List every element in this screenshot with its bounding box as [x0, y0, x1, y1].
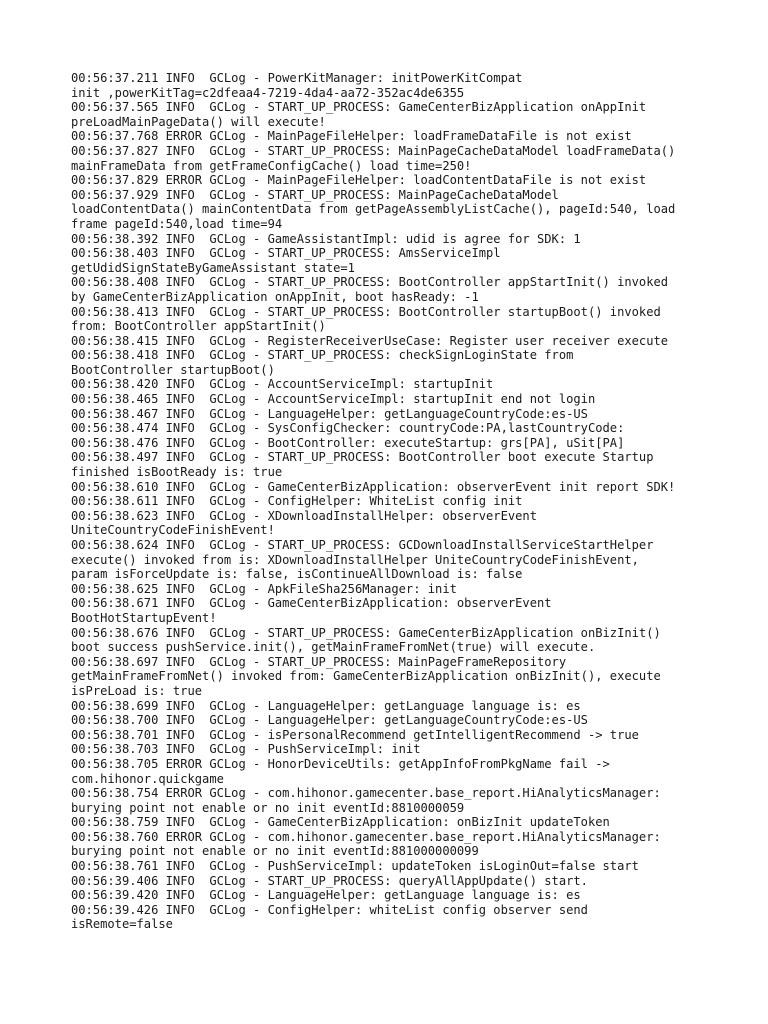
log-line: 00:56:38.467 INFO GCLog - LanguageHelper: getLanguageCountryCode:es-US	[71, 406, 588, 421]
log-line: 00:56:38.392 INFO GCLog - GameAssistantImpl: udid is agree for SDK: 1	[71, 231, 581, 246]
log-line: getUdidSignStateByGameAssistant state=1	[71, 260, 355, 275]
log-line: frame pageId:540,load time=94	[71, 216, 283, 231]
log-line: 00:56:38.697 INFO GCLog - START_UP_PROCESS: MainPageFrameRepository	[71, 654, 567, 669]
log-line: isRemote=false	[71, 917, 173, 932]
log-line: 00:56:38.705 ERROR GCLog - HonorDeviceUtils: getAppInfoFromPkgName fail ->	[71, 756, 610, 771]
log-document	[71, 71, 761, 932]
log-line: burying point not enable or no init eventId:8810000059	[71, 800, 465, 815]
log-line: 00:56:38.754 ERROR GCLog - com.hihonor.gamecenter.base_report.HiAnalyticsManager:	[71, 786, 661, 801]
log-line: 00:56:38.625 INFO GCLog - ApkFileSha256Manager: init	[71, 581, 457, 596]
log-line: 00:56:38.497 INFO GCLog - START_UP_PROCESS: BootController boot execute Startup	[71, 450, 654, 465]
log-line: 00:56:38.403 INFO GCLog - START_UP_PROCESS: AmsServiceImpl	[71, 246, 501, 261]
log-line: 00:56:38.624 INFO GCLog - START_UP_PROCESS: GCDownloadInstallServiceStartHelper	[71, 538, 654, 552]
log-line: 00:56:38.701 INFO GCLog - isPersonalRecommend getIntelligentRecommend -> true	[71, 727, 639, 742]
log-line: 00:56:38.610 INFO GCLog - GameCenterBizApplication: observerEvent init report SDK!	[71, 479, 676, 494]
log-line: 00:56:37.211 INFO GCLog - PowerKitManager: initPowerKitCompat	[71, 71, 523, 85]
log-line: 00:56:37.768 ERROR GCLog - MainPageFileHelper: loadFrameDataFile is not exist	[71, 129, 632, 144]
log-line: 00:56:38.413 INFO GCLog - START_UP_PROCESS: BootController startupBoot() invoked	[71, 304, 661, 319]
log-line: 00:56:38.700 INFO GCLog - LanguageHelper: getLanguageCountryCode:es-US	[71, 713, 588, 728]
log-line: by GameCenterBizApplication onAppInit, boot hasReady: -1	[71, 289, 479, 304]
log-line: 00:56:37.565 INFO GCLog - START_UP_PROCESS: GameCenterBizApplication onAppInit	[71, 100, 647, 115]
log-line: loadContentData() mainContentData from getPageAssemblyListCache(), pageId:540, load	[71, 202, 676, 217]
log-line: 00:56:38.703 INFO GCLog - PushServiceImpl: init	[71, 742, 421, 757]
log-line: 00:56:38.676 INFO GCLog - START_UP_PROCESS: GameCenterBizApplication onBizInit()	[71, 625, 661, 640]
log-line: 00:56:38.474 INFO GCLog - SysConfigChecker: countryCode:PA,lastCountryCode:	[71, 421, 625, 436]
log-line: com.hihonor.quickgame	[71, 771, 224, 786]
log-line: getMainFrameFromNet() invoked from: GameCenterBizApplication onBizInit(), execute	[71, 669, 661, 684]
log-line: from: BootController appStartInit()	[71, 319, 326, 334]
log-line: boot success pushService.init(), getMainFrameFromNet(true) will execute.	[71, 640, 596, 655]
log-line: 00:56:38.760 ERROR GCLog - com.hihonor.gamecenter.base_report.HiAnalyticsManager:	[71, 829, 661, 844]
log-line: 00:56:38.415 INFO GCLog - RegisterReceiverUseCase: Register user receiver execute	[71, 333, 669, 348]
log-line: 00:56:37.829 ERROR GCLog - MainPageFileHelper: loadContentDataFile is not exist	[71, 173, 647, 188]
log-line: 00:56:38.623 INFO GCLog - XDownloadInstallHelper: observerEvent	[71, 508, 537, 523]
log-line: 00:56:39.426 INFO GCLog - ConfigHelper: whiteList config observer send	[71, 902, 588, 917]
log-line: BootHotStartupEvent!	[71, 610, 217, 625]
log-line: preLoadMainPageData() will execute!	[71, 114, 326, 129]
log-line: 00:56:38.465 INFO GCLog - AccountServiceImpl: startupInit end not login	[71, 392, 596, 407]
log-line: mainFrameData from getFrameConfigCache() load time=250!	[71, 158, 472, 173]
log-line: 00:56:38.671 INFO GCLog - GameCenterBizApplication: observerEvent	[71, 596, 552, 611]
log-line: burying point not enable or no init eventId:881000000099	[71, 844, 479, 859]
log-line: 00:56:37.827 INFO GCLog - START_UP_PROCESS: MainPageCacheDataModel loadFrameData()	[71, 143, 676, 158]
log-line: UniteCountryCodeFinishEvent!	[71, 523, 275, 538]
log-line: 00:56:38.408 INFO GCLog - START_UP_PROCESS: BootController appStartInit() invoked	[71, 275, 669, 290]
log-line: 00:56:39.420 INFO GCLog - LanguageHelper: getLanguage language is: es	[71, 888, 581, 903]
log-line: execute() invoked from is: XDownloadInstallHelper UniteCountryCodeFinishEvent,	[71, 552, 639, 567]
log-line: param isForceUpdate is: false, isContinueAllDownload is: false	[71, 567, 523, 582]
log-line: 00:56:38.761 INFO GCLog - PushServiceImpl: updateToken isLoginOut=false start	[71, 859, 639, 874]
log-line: 00:56:38.476 INFO GCLog - BootController: executeStartup: grs[PA], uSit[PA]	[71, 435, 625, 450]
log-line: 00:56:38.418 INFO GCLog - START_UP_PROCESS: checkSignLoginState from	[71, 348, 574, 363]
log-line: 00:56:39.406 INFO GCLog - START_UP_PROCESS: queryAllAppUpdate() start.	[71, 873, 588, 888]
log-line: finished isBootReady is: true	[71, 465, 283, 480]
log-line: 00:56:38.699 INFO GCLog - LanguageHelper: getLanguage language is: es	[71, 698, 581, 713]
log-line: isPreLoad is: true	[71, 683, 203, 698]
log-line: 00:56:38.420 INFO GCLog - AccountServiceImpl: startupInit	[71, 377, 494, 392]
log-line: 00:56:37.929 INFO GCLog - START_UP_PROCESS: MainPageCacheDataModel	[71, 187, 559, 202]
log-line: 00:56:38.759 INFO GCLog - GameCenterBizApplication: onBizInit updateToken	[71, 815, 610, 830]
log-line: init ,powerKitTag=c2dfeaa4-7219-4da4-aa72-352ac4de6355	[71, 85, 465, 100]
log-line: 00:56:38.611 INFO GCLog - ConfigHelper: WhiteList config init	[71, 494, 523, 509]
log-line: BootController startupBoot()	[71, 362, 275, 377]
